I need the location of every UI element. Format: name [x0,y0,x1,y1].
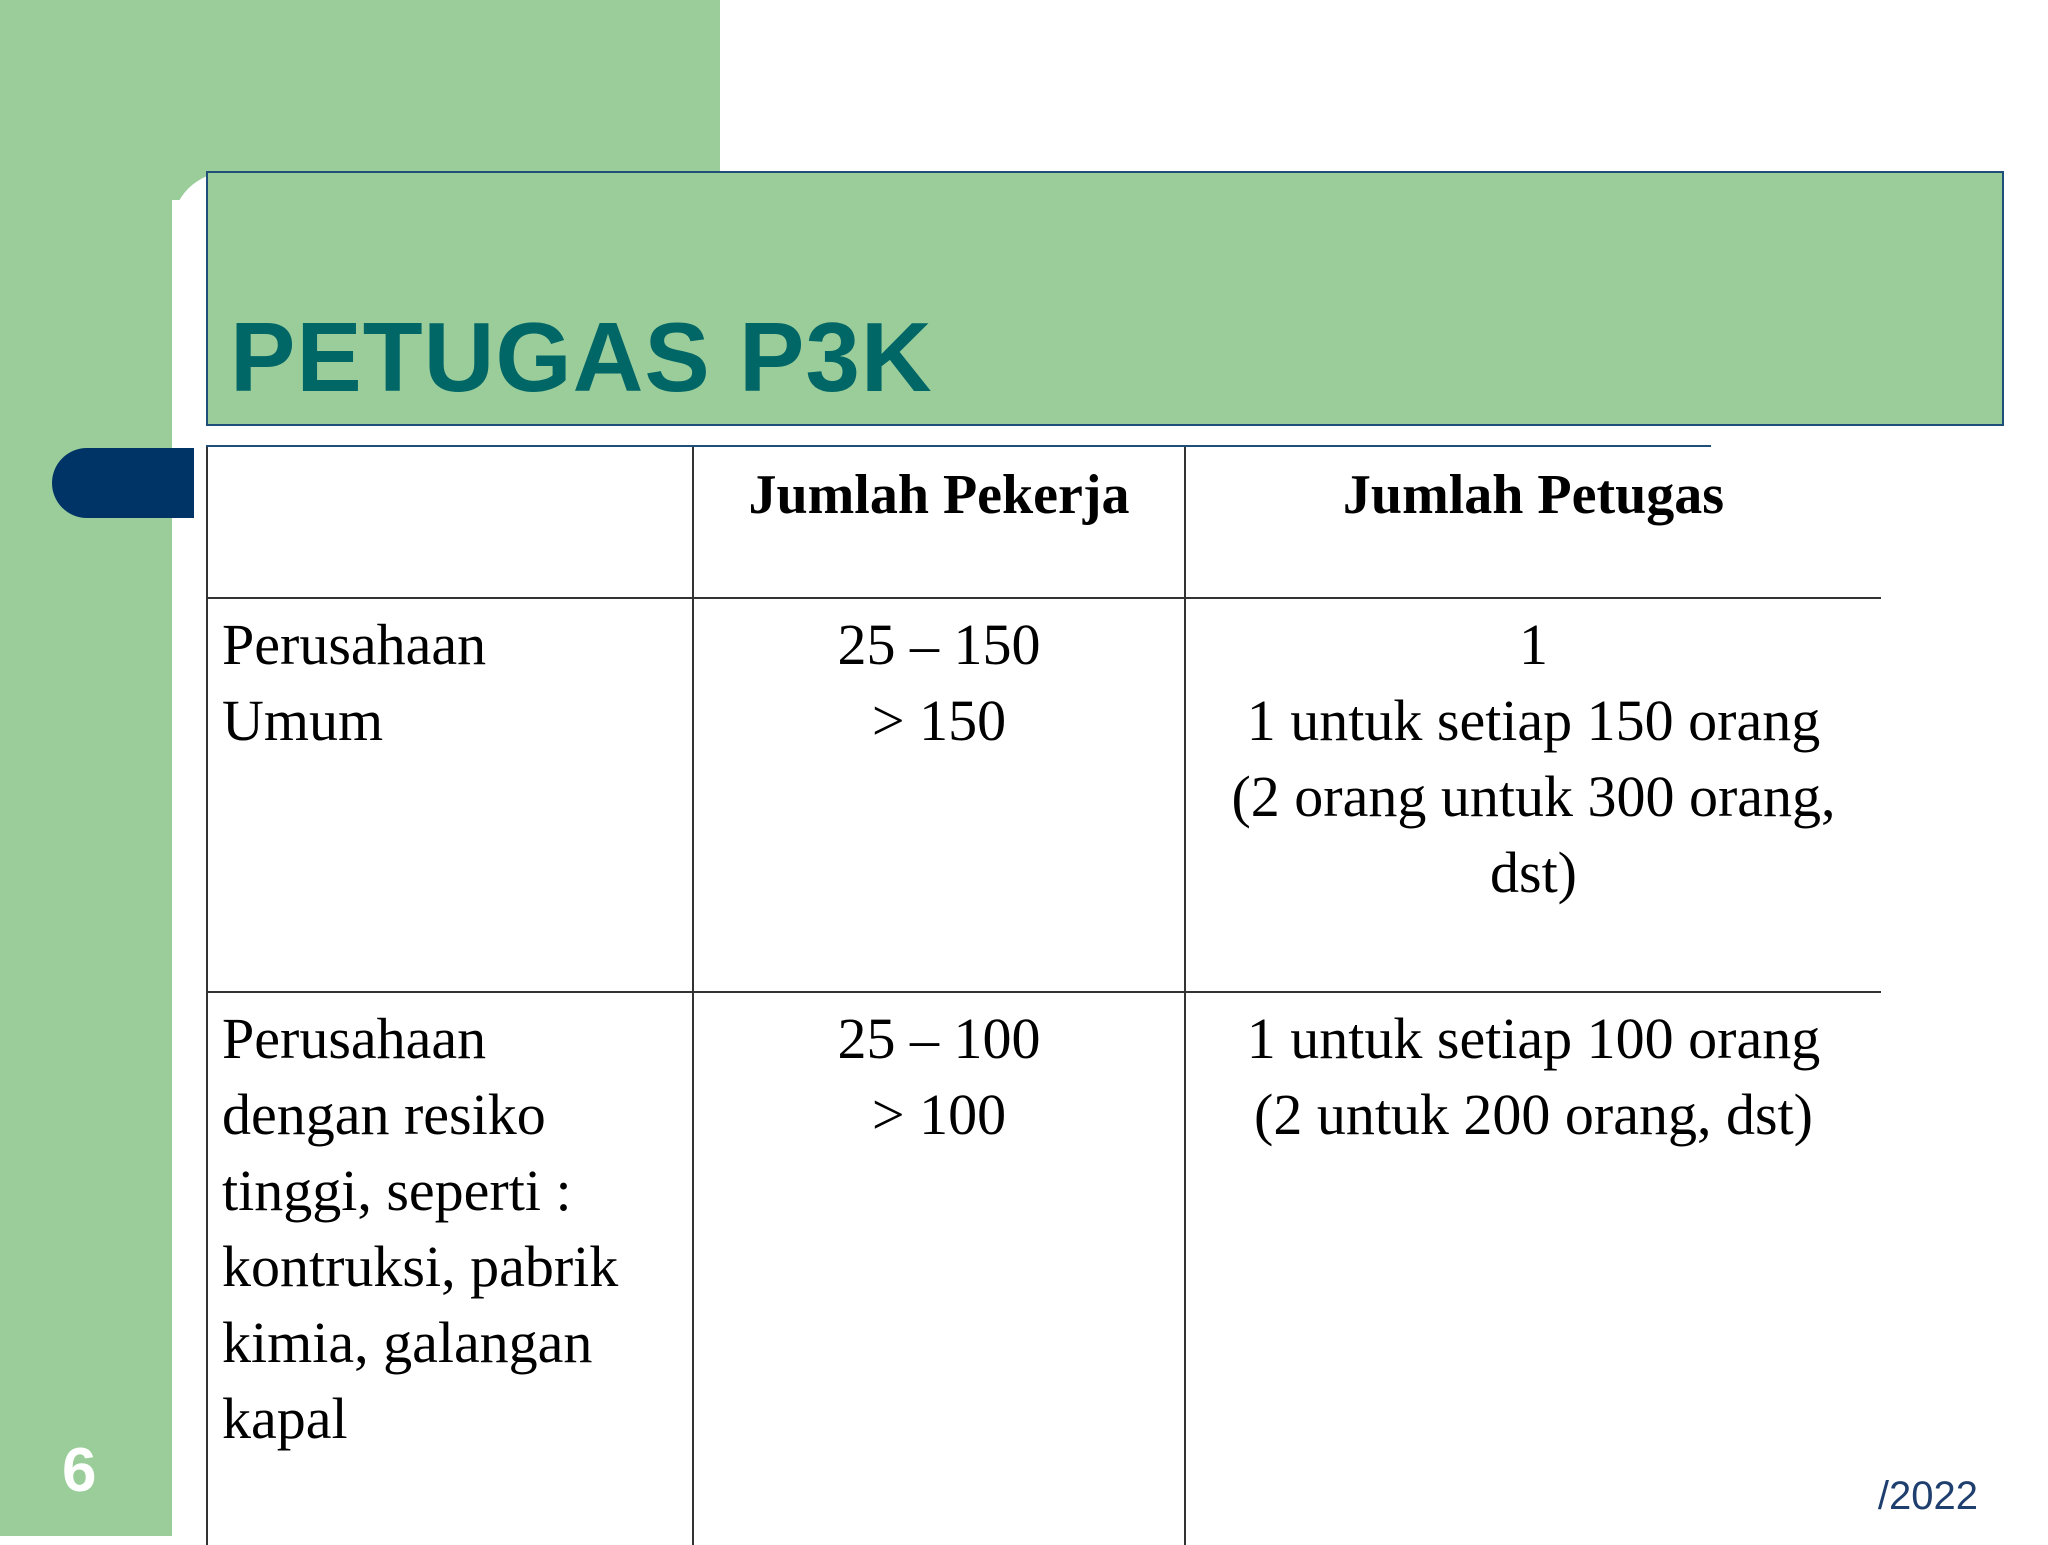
slide-number: 6 [62,1436,97,1505]
pekerja-line: 25 – 100 [837,1006,1041,1071]
petugas-line: 1 untuk setiap 100 orang [1246,1006,1821,1071]
pekerja-line: > 100 [871,1082,1007,1147]
petugas-line: (2 untuk 200 orang, dst) [1254,1082,1813,1147]
pekerja-line: 25 – 150 [837,612,1041,677]
navy-pill-decoration [52,448,194,518]
category-line: Perusahaan [222,612,487,677]
slide-title: PETUGAS P3K [230,302,933,412]
table-header-row [207,447,1881,598]
category-line: Umum [222,688,384,753]
petugas-cell [1185,598,1881,992]
category-line: kimia, galangan [222,1310,593,1375]
category-line: Perusahaan [222,1006,487,1071]
header-jumlah-petugas: Jumlah Petugas [1185,447,1881,598]
petugas-table [206,447,1881,1545]
petugas-line: 1 [1519,612,1548,677]
category-line: tinggi, seperti : [222,1158,572,1223]
petugas-line: (2 orang untuk 300 orang, [1231,764,1836,829]
top-green-band [0,0,720,200]
petugas-cell [1185,992,1881,1545]
left-green-band [0,0,172,1536]
table-row [207,992,1881,1545]
header-jumlah-pekerja: Jumlah Pekerja [693,447,1185,598]
table-row [207,598,1881,992]
header-cell-empty [207,447,693,598]
pekerja-line: > 150 [871,688,1007,753]
category-line: dengan resiko [222,1082,546,1147]
category-cell [207,992,693,1545]
petugas-line: 1 untuk setiap 150 orang [1246,688,1821,753]
slide-date: /2022 [1877,1474,1978,1518]
pekerja-cell [693,992,1185,1545]
pekerja-cell [693,598,1185,992]
category-line: kontruksi, pabrik [222,1234,619,1299]
petugas-line: dst) [1490,840,1577,905]
title-box [206,171,2004,426]
category-cell [207,598,693,992]
category-line: kapal [222,1386,348,1451]
